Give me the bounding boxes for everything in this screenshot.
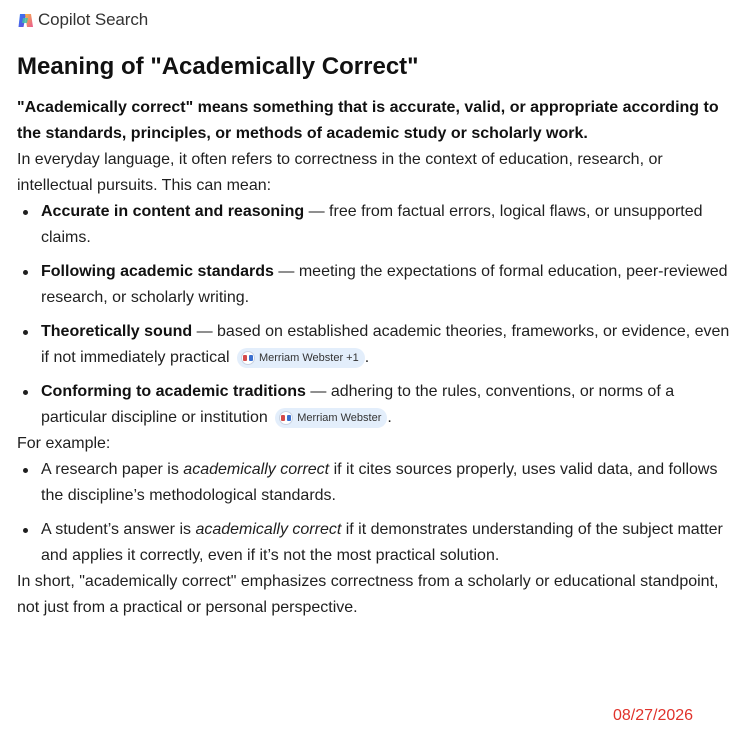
list-item-text: — meeting the expectations of formal education, peer-reviewed research, or scholarly writing. <box>41 263 728 306</box>
list-item-text: — adhering to the rules, conventions, or norms of a particular discipline or institution <box>41 383 675 426</box>
copilot-logo-icon[interactable] <box>17 12 34 29</box>
list-item-text: — free from factual errors, logical flaws, or unsupported claims. <box>41 203 703 246</box>
example-text-before: A research paper is <box>41 461 184 478</box>
list-item-term: Following academic standards <box>41 263 274 280</box>
list-item <box>17 319 732 371</box>
date-stamp: 08/27/2026 <box>613 707 694 724</box>
list-item-punctuation: . <box>387 409 392 426</box>
example-text-after: if it cites sources properly, uses valid data, and follows the discipline’s methodological standards. <box>41 461 718 504</box>
app-title: Copilot Search <box>38 10 149 29</box>
example-text-before: A student’s answer is <box>41 521 196 538</box>
example-intro: For example: <box>17 435 111 452</box>
page-title: Meaning of "Academically Correct" <box>17 53 419 80</box>
list-item-term: Theoretically sound <box>41 323 193 340</box>
meaning-list <box>17 199 732 431</box>
example-emphasis: academically correct <box>195 521 342 538</box>
list-item <box>17 199 732 251</box>
example-emphasis: academically correct <box>183 461 330 478</box>
list-item <box>17 457 732 509</box>
list-item-term: Accurate in content and reasoning <box>41 203 305 220</box>
source-favicon-icon <box>241 351 255 365</box>
example-text-after: if it demonstrates understanding of the subject matter and applies it correctly, even if it’s not the most practical solution. <box>41 521 723 564</box>
list-item-text: — based on established academic theories, frameworks, or evidence, even if not immediately practical <box>41 323 730 366</box>
lead-definition: "Academically correct" means something that is accurate, valid, or appropriate according to the standards, principles, or methods of academic study or scholarly work. <box>17 99 719 142</box>
citation-label: Merriam Webster <box>297 412 382 424</box>
list-item <box>17 259 732 311</box>
app-header <box>17 9 148 31</box>
citation-label: Merriam Webster +1 <box>258 352 359 364</box>
intro-paragraph: In everyday language, it often refers to correctness in the context of education, research, or intellectual pursuits. This can mean: <box>17 151 663 194</box>
list-item <box>17 517 732 569</box>
summary-paragraph: In short, "academically correct" emphasizes correctness from a scholarly or educational standpoint, not just from a practical or personal perspective. <box>17 573 719 616</box>
answer-content <box>17 50 732 621</box>
citation-merriam-webster[interactable] <box>275 408 387 428</box>
citation-merriam-webster-plus-one[interactable] <box>237 348 365 368</box>
list-item-punctuation: . <box>364 349 370 366</box>
list-item <box>17 379 732 431</box>
list-item-term: Conforming to academic traditions <box>41 383 306 400</box>
example-list <box>17 457 732 569</box>
source-favicon-icon <box>279 411 293 425</box>
